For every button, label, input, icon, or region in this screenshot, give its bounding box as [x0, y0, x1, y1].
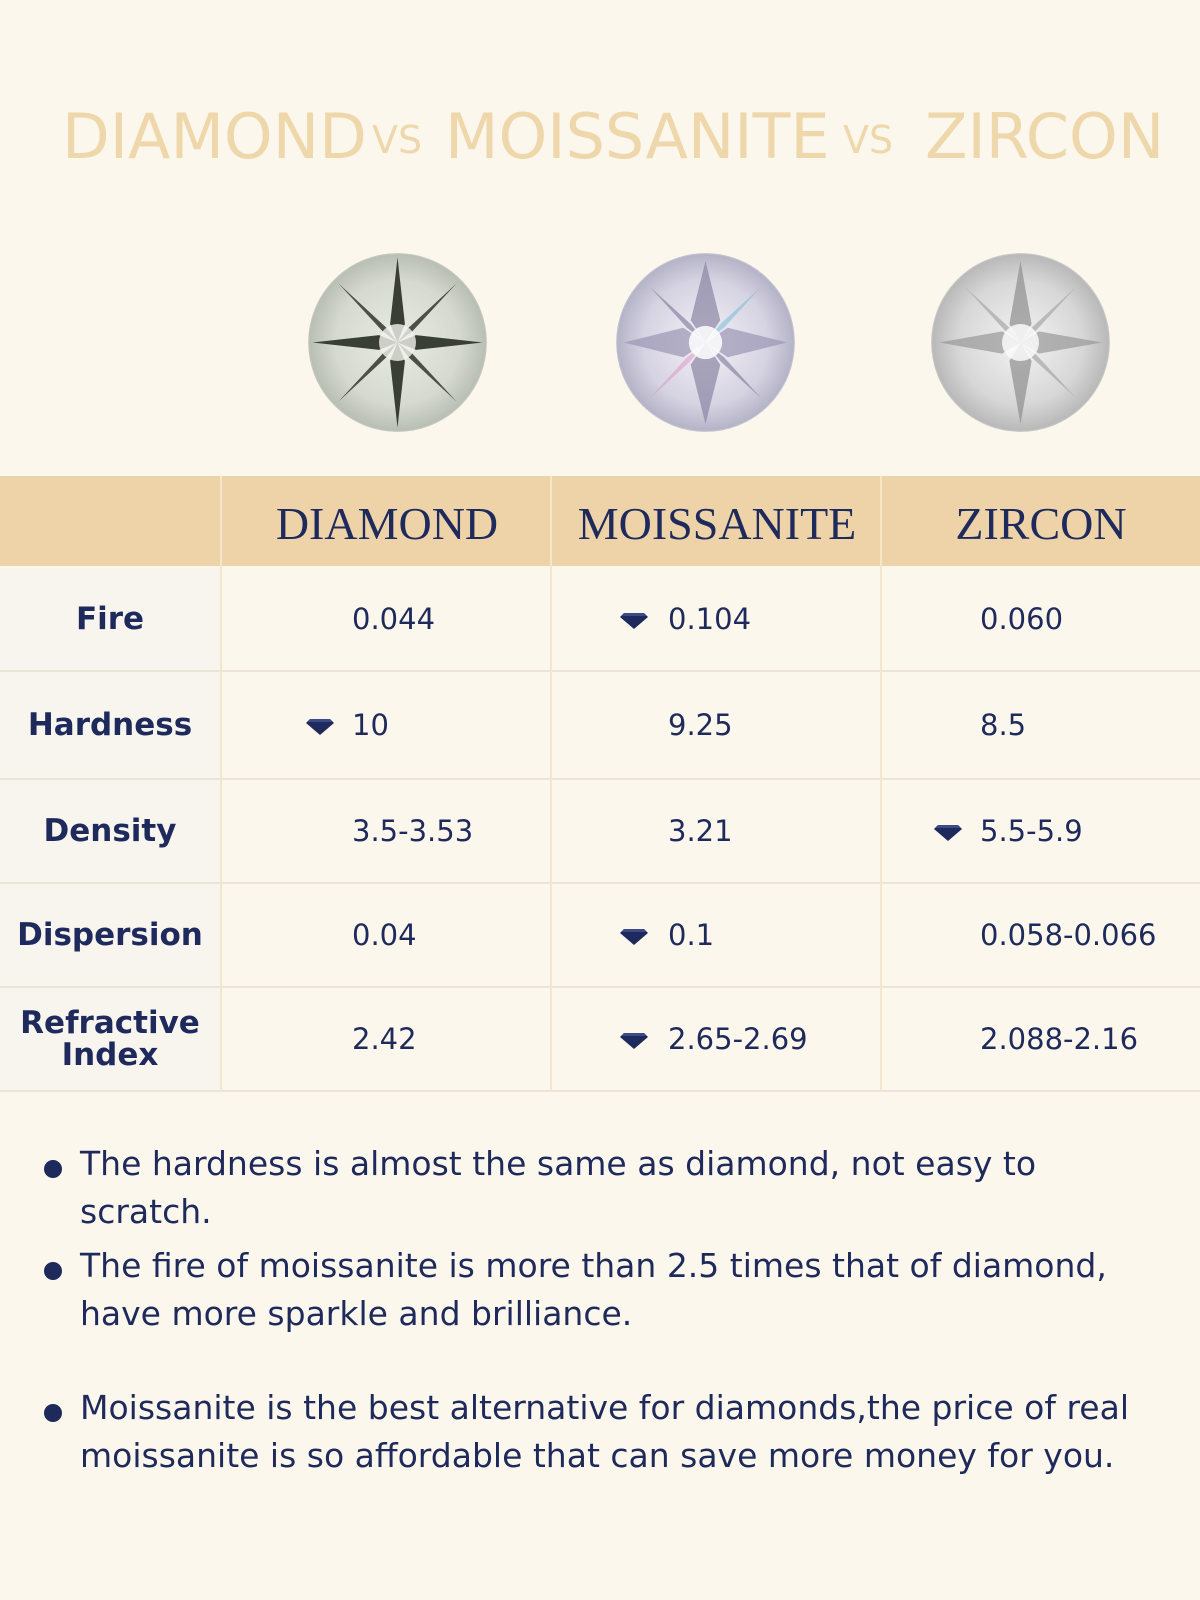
- table-cell: 5.5-5.9: [980, 814, 1083, 848]
- zircon-image: [928, 250, 1113, 435]
- moissanite-image: [613, 250, 798, 435]
- title-zircon: ZIRCON: [925, 100, 1165, 173]
- table-row: [0, 568, 1200, 670]
- diamond-icon: [306, 715, 334, 735]
- column-divider: [880, 476, 882, 1092]
- title-diamond: DIAMOND: [62, 100, 367, 173]
- table-cell: 10: [352, 708, 389, 742]
- table-cell: 3.5-3.53: [352, 814, 474, 848]
- title-vs-2: VS: [843, 118, 894, 162]
- row-divider: [0, 1090, 1200, 1092]
- table-row: [0, 884, 1200, 986]
- bullet-item-3: Moissanite is the best alternative for diamonds,the price of real moissanite is so affordable that can save more money for you.: [80, 1388, 1129, 1475]
- table-cell: 2.088-2.16: [980, 1022, 1139, 1056]
- diamond-image: [305, 250, 490, 435]
- table-cell: 0.1: [668, 918, 715, 952]
- row-label-line: Dispersion: [17, 917, 203, 953]
- column-divider: [550, 476, 552, 1092]
- table-cell: 9.25: [668, 708, 733, 742]
- bullet-dot: [44, 1160, 62, 1178]
- bullet-dot: [44, 1262, 62, 1280]
- table-cell: 0.058-0.066: [980, 918, 1157, 952]
- row-label: [0, 780, 220, 882]
- bullet-item-2: The fire of moissanite is more than 2.5 times that of diamond, have more sparkle and brilliance.: [80, 1246, 1107, 1333]
- header-diamond: DIAMOND: [275, 498, 499, 549]
- page-title: [0, 100, 1200, 180]
- table-cell: 0.04: [352, 918, 417, 952]
- bullet-dot: [44, 1404, 62, 1422]
- table-row: [0, 780, 1200, 882]
- header-zircon: ZIRCON: [955, 498, 1127, 549]
- row-label-line: Index: [61, 1037, 159, 1073]
- table-cell: 0.060: [980, 602, 1064, 636]
- gem-images: [0, 250, 1200, 445]
- table-cell: 3.21: [668, 814, 733, 848]
- diamond-icon: [620, 609, 648, 629]
- row-label-line: Density: [43, 813, 177, 849]
- row-label: [0, 568, 220, 670]
- row-label-line: Fire: [75, 601, 145, 637]
- title-moissanite: MOISSANITE: [445, 100, 830, 173]
- diamond-icon: [620, 925, 648, 945]
- table-cell: 2.42: [352, 1022, 417, 1056]
- table-row: [0, 672, 1200, 778]
- row-label: [0, 672, 220, 778]
- table-cell: 2.65-2.69: [668, 1022, 808, 1056]
- row-label: [0, 988, 220, 1090]
- diamond-icon: [934, 821, 962, 841]
- title-vs-1: VS: [372, 118, 423, 162]
- row-label: [0, 884, 220, 986]
- row-label-line: Hardness: [27, 707, 193, 743]
- table-cell: 0.044: [352, 602, 436, 636]
- column-divider: [220, 476, 222, 1092]
- table-cell: 8.5: [980, 708, 1027, 742]
- bullet-item-1: The hardness is almost the same as diamond, not easy to scratch.: [80, 1144, 1037, 1231]
- table-row: [0, 988, 1200, 1090]
- diamond-icon: [620, 1029, 648, 1049]
- table-cell: 0.104: [668, 602, 752, 636]
- header-moissanite: MOISSANITE: [577, 498, 857, 549]
- row-label-line: Refractive: [20, 1005, 200, 1041]
- table-header: [0, 476, 1200, 566]
